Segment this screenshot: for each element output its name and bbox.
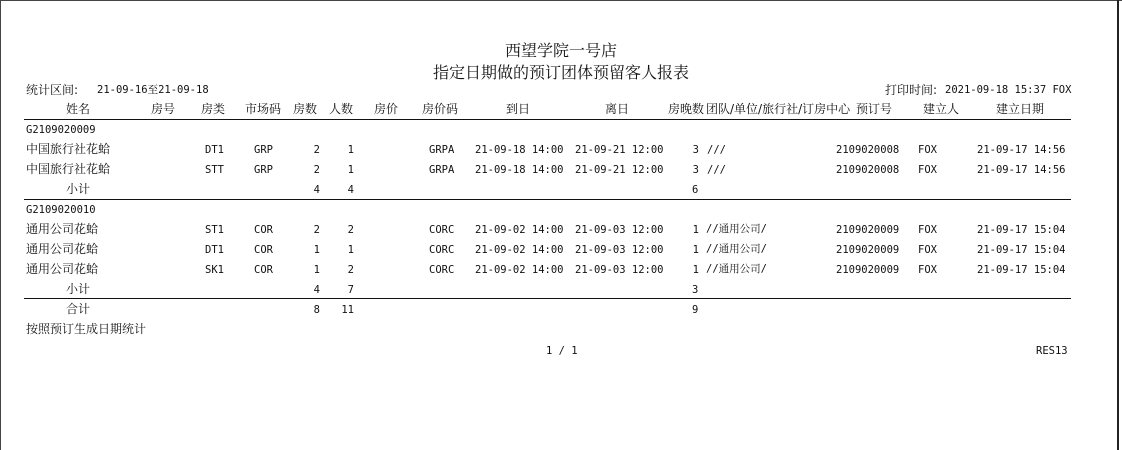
arrival-date: 21-09-02 14:00 xyxy=(475,224,564,236)
room-count: 1 xyxy=(313,264,320,276)
reservation-number: 2109020009 xyxy=(836,264,900,276)
period-label: 统计区间: xyxy=(26,83,79,97)
night-count: 3 xyxy=(692,164,699,176)
subtotal-persons: 7 xyxy=(347,284,354,296)
header-divider xyxy=(24,119,1071,120)
arrival-date: 21-09-18 14:00 xyxy=(475,164,564,176)
creator: FOX xyxy=(918,144,937,156)
col-header-name: 姓名 xyxy=(66,102,91,116)
reservation-number: 2109020009 xyxy=(836,244,900,256)
company: //通用公司/ xyxy=(706,243,767,255)
subtotal-nights: 6 xyxy=(692,184,699,196)
rate-code: GRPA xyxy=(429,164,455,176)
person-count: 2 xyxy=(347,264,354,276)
subtotal-rooms: 4 xyxy=(313,184,320,196)
departure-date: 21-09-03 12:00 xyxy=(575,264,664,276)
room-type: DT1 xyxy=(205,144,224,156)
room-type: SK1 xyxy=(205,264,224,276)
col-header-departure: 离日 xyxy=(605,102,630,116)
guest-name: 中国旅行社花蛤 xyxy=(26,162,111,176)
group-id: G2109020010 xyxy=(26,204,96,216)
creator: FOX xyxy=(918,224,937,236)
group-divider xyxy=(24,199,1071,200)
total-nights: 9 xyxy=(692,304,699,316)
departure-date: 21-09-03 12:00 xyxy=(575,244,664,256)
person-count: 1 xyxy=(347,164,354,176)
room-type: STT xyxy=(205,164,224,176)
reservation-number: 2109020009 xyxy=(836,224,900,236)
subtotal-nights: 3 xyxy=(692,284,699,296)
reservation-number: 2109020008 xyxy=(836,144,900,156)
room-type: ST1 xyxy=(205,224,224,236)
col-header-room-no: 房号 xyxy=(151,102,176,116)
created-date: 21-09-17 15:04 xyxy=(977,224,1066,236)
company: //通用公司/ xyxy=(706,223,767,235)
departure-date: 21-09-21 12:00 xyxy=(575,164,664,176)
creator: FOX xyxy=(918,264,937,276)
creator: FOX xyxy=(918,164,937,176)
col-header-created: 建立日期 xyxy=(996,102,1045,116)
col-header-creator: 建立人 xyxy=(923,102,960,116)
market-code: GRP xyxy=(254,164,273,176)
page-number: 1 / 1 xyxy=(546,345,578,357)
market-code: COR xyxy=(254,264,273,276)
print-time-label: 打印时间: xyxy=(885,83,938,97)
room-count: 2 xyxy=(313,224,320,236)
col-header-market: 市场码 xyxy=(245,102,282,116)
night-count: 1 xyxy=(692,224,699,236)
subtotal-rooms: 4 xyxy=(313,284,320,296)
created-date: 21-09-17 15:04 xyxy=(977,264,1066,276)
hotel-name: 西望学院一号店 xyxy=(504,41,617,60)
total-rooms: 8 xyxy=(313,304,320,316)
company: /// xyxy=(707,164,726,176)
col-header-rate-code: 房价码 xyxy=(422,102,459,116)
subtotal-label: 小计 xyxy=(66,182,91,196)
rate-code: GRPA xyxy=(429,144,455,156)
page-border-top xyxy=(0,0,1122,1)
col-header-persons: 人数 xyxy=(329,102,354,116)
total-label: 合计 xyxy=(66,302,91,316)
guest-name: 通用公司花蛤 xyxy=(26,222,99,236)
group-id: G2109020009 xyxy=(26,124,96,136)
arrival-date: 21-09-18 14:00 xyxy=(475,144,564,156)
col-header-nights: 房晚数 xyxy=(668,102,705,116)
person-count: 1 xyxy=(347,144,354,156)
period-value: 21-09-16至21-09-18 xyxy=(97,84,209,96)
arrival-date: 21-09-02 14:00 xyxy=(475,264,564,276)
guest-name: 通用公司花蛤 xyxy=(26,242,99,256)
guest-name: 通用公司花蛤 xyxy=(26,262,99,276)
creator: FOX xyxy=(918,244,937,256)
market-code: COR xyxy=(254,244,273,256)
created-date: 21-09-17 14:56 xyxy=(977,144,1066,156)
person-count: 2 xyxy=(347,224,354,236)
report-code: RES13 xyxy=(1036,345,1068,357)
night-count: 1 xyxy=(692,244,699,256)
room-count: 1 xyxy=(313,244,320,256)
company: /// xyxy=(707,144,726,156)
created-date: 21-09-17 14:56 xyxy=(977,164,1066,176)
night-count: 1 xyxy=(692,264,699,276)
col-header-arrival: 到日 xyxy=(506,102,531,116)
rate-code: CORC xyxy=(429,264,455,276)
person-count: 1 xyxy=(347,244,354,256)
market-code: COR xyxy=(254,224,273,236)
room-count: 2 xyxy=(313,164,320,176)
col-header-rate: 房价 xyxy=(374,102,399,116)
guest-name: 中国旅行社花蛤 xyxy=(26,142,111,156)
total-persons: 11 xyxy=(341,304,354,316)
report-title: 指定日期做的预订团体预留客人报表 xyxy=(432,63,689,82)
print-time-value: 2021-09-18 15:37 FOX xyxy=(945,84,1072,96)
total-divider xyxy=(24,298,1071,299)
arrival-date: 21-09-02 14:00 xyxy=(475,244,564,256)
departure-date: 21-09-03 12:00 xyxy=(575,224,664,236)
departure-date: 21-09-21 12:00 xyxy=(575,144,664,156)
room-count: 2 xyxy=(313,144,320,156)
company: //通用公司/ xyxy=(706,263,767,275)
report-note: 按照预订生成日期统计 xyxy=(26,322,147,336)
col-header-rooms: 房数 xyxy=(293,102,318,116)
room-type: DT1 xyxy=(205,244,224,256)
night-count: 3 xyxy=(692,144,699,156)
rate-code: CORC xyxy=(429,224,455,236)
reservation-number: 2109020008 xyxy=(836,164,900,176)
created-date: 21-09-17 15:04 xyxy=(977,244,1066,256)
subtotal-persons: 4 xyxy=(347,184,354,196)
market-code: GRP xyxy=(254,144,273,156)
col-header-company: 团队/单位/旅行社/订房中心 xyxy=(706,102,851,116)
rate-code: CORC xyxy=(429,244,455,256)
col-header-room-type: 房类 xyxy=(201,102,226,116)
col-header-resv-no: 预订号 xyxy=(856,102,893,116)
subtotal-label: 小计 xyxy=(66,282,91,296)
